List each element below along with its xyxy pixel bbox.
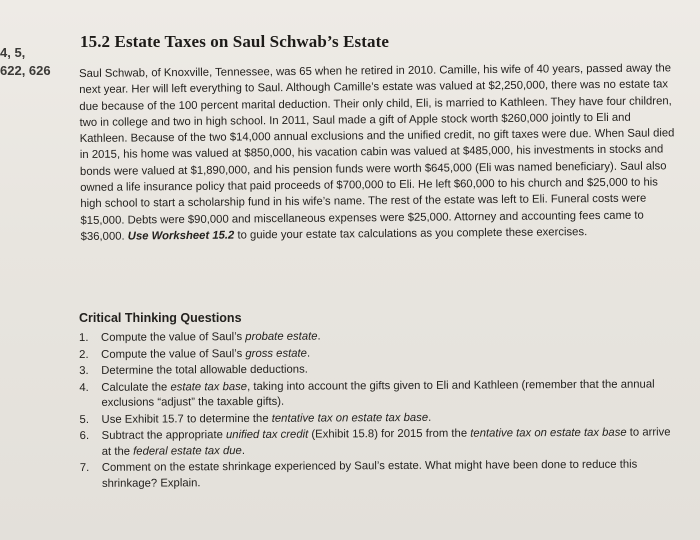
question-item	[80, 425, 680, 460]
question-item	[79, 377, 679, 412]
margin-ref-line-1: 4, 5,	[0, 45, 26, 60]
worksheet-reference: Use Worksheet 15.2	[127, 229, 235, 243]
case-study-instruction: to guide your estate tax calculations as you complete these exercises.	[237, 226, 588, 242]
question-number: 6.	[79, 429, 90, 442]
question-text: Use Exhibit 15.7 to determine the tentative tax on estate tax base.	[101, 411, 432, 426]
question-item	[80, 457, 680, 492]
question-list	[79, 327, 680, 493]
question-number: 1.	[79, 331, 89, 344]
question-text: Subtract the appropriate unified tax credit (Exhibit 15.8) for 2015 from the tentative tax on estate tax base to arrive at the federal estate tax due.	[101, 426, 671, 458]
question-number: 3.	[79, 364, 89, 377]
section-title: 15.2 Estate Taxes on Saul Schwab’s Estate	[80, 32, 390, 51]
case-study-text	[79, 60, 677, 245]
question-text: Determine the total allowable deductions.	[101, 363, 308, 377]
critical-thinking-heading: Critical Thinking Questions	[79, 311, 242, 325]
question-text: Compute the value of Saul’s probate estate.	[101, 330, 321, 344]
margin-ref-line-2: 622, 626	[0, 63, 51, 78]
question-number: 7.	[79, 461, 90, 474]
question-text: Calculate the estate tax base, taking into account the gifts given to Eli and Kathleen (remember that the annual exclusions “adjust” the taxable gifts).	[101, 377, 655, 409]
question-number: 2.	[79, 348, 89, 361]
margin-page-references	[0, 44, 70, 80]
question-text: Comment on the estate shrinkage experienced by Saul’s estate. What might have been done to reduce this shrinkage? Explain.	[101, 458, 638, 490]
question-number: 4.	[79, 381, 89, 394]
case-study-body: Saul Schwab, of Knoxville, Tennessee, was 65 when he retired in 2010. Camille, his wife of 40 years, passed away the next year. Her will left everything to Saul. Although Camille’s estate was valued at $2,250,000, there was no estate tax due because of the 100 percent marital deduction. Their only child, Eli, is married to Kathleen. They have four children, two in college and two in high school. In 2011, Saul made a gift of Apple stock worth $260,000 jointly to Eli and Kathleen. Because of the two $14,000 annual exclusions and the unified credit, no gift taxes were due. When Saul died in 2015, his home was valued at $850,000, his vacation cabin was valued at $485,000, his investments in stocks and bonds were valued at $1,890,000, and his pension funds were worth $645,000 (Eli was named beneficiary). Saul also owned a life insurance policy that paid proceeds of $700,000 to Eli. He left $60,000 to his church and $25,000 to his high school to start a scholarship fund in his wife’s name. The rest of the estate was left to Eli. Funeral costs were $15,000. Debts were $90,000 and miscellaneous expenses were $25,000. Attorney and accounting fees came to $36,000.	[79, 62, 675, 243]
question-number: 5.	[79, 413, 89, 426]
question-text: Compute the value of Saul’s gross estate.	[101, 347, 311, 361]
